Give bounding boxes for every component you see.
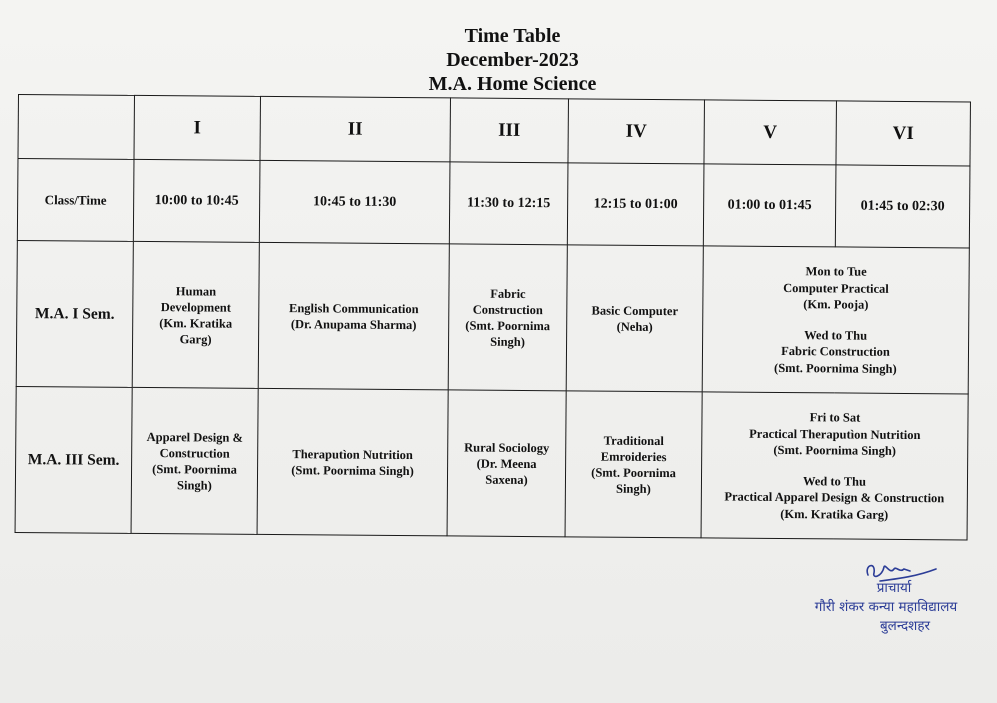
practical-cell bbox=[701, 392, 968, 540]
practical-line: Computer Practical bbox=[783, 280, 889, 296]
subject-line: (Smt. Poornima Singh) bbox=[291, 462, 414, 478]
time-slot: 12:15 to 01:00 bbox=[567, 163, 704, 246]
practical-line: Practical Theraputìon Nutrition bbox=[749, 426, 921, 442]
subject-line: Construction bbox=[472, 302, 543, 317]
subject-line: Singh) bbox=[615, 481, 651, 496]
practical-line: (Km. Kratika Garg) bbox=[780, 506, 889, 522]
practical-line: (Smt. Poornima Singh) bbox=[773, 442, 897, 458]
subject-line: Basic Computer bbox=[591, 303, 679, 318]
subject-cell bbox=[258, 242, 449, 389]
practical-line: (Smt. Poornima Singh) bbox=[774, 360, 897, 376]
college-name: गौरी शंकर कन्या महाविद्यालय bbox=[814, 599, 958, 615]
subject-line: (Dr. Meena bbox=[476, 456, 537, 471]
semester-row bbox=[15, 386, 968, 539]
subject-line: (Dr. Anupama Sharma) bbox=[290, 316, 417, 332]
subtitle-month: December-2023 bbox=[446, 49, 579, 71]
subject-cell bbox=[257, 388, 448, 535]
subject-cell bbox=[566, 245, 703, 392]
practical-line: Fabric Construction bbox=[781, 344, 890, 359]
period-header: II bbox=[260, 96, 450, 161]
period-header: VI bbox=[836, 101, 970, 166]
time-slot: 10:00 to 10:45 bbox=[133, 159, 260, 242]
subject-cell bbox=[448, 244, 567, 391]
subject-line: Construction bbox=[159, 445, 230, 461]
title: Time Table bbox=[464, 25, 561, 47]
time-slot: 11:30 to 12:15 bbox=[449, 162, 568, 245]
subject-line: Apparel Design & bbox=[146, 429, 244, 445]
time-slot: 10:45 to 11:30 bbox=[259, 160, 450, 243]
subject-line: Singh) bbox=[490, 334, 526, 349]
subject-line: Development bbox=[160, 299, 231, 315]
row-label: M.A. I Sem. bbox=[16, 240, 133, 387]
row-label: M.A. III Sem. bbox=[15, 386, 132, 533]
subject-line: Human bbox=[175, 283, 217, 299]
document-header bbox=[0, 24, 997, 96]
college-city: बुलन्दशहर bbox=[879, 618, 931, 634]
period-header: I bbox=[134, 95, 260, 160]
principal-signature-block bbox=[790, 555, 990, 636]
period-header: V bbox=[704, 100, 836, 165]
subject-line: Garg) bbox=[179, 331, 212, 347]
period-header: III bbox=[450, 98, 568, 163]
timetable bbox=[15, 94, 971, 540]
subject-line: (Smt. Poornima bbox=[465, 318, 551, 333]
practical-line: Wed to Thu bbox=[804, 327, 868, 343]
row-label: Class/Time bbox=[17, 159, 134, 242]
time-slot: 01:45 to 02:30 bbox=[835, 165, 970, 248]
subject-line: Saxena) bbox=[485, 472, 528, 487]
subtitle-course: M.A. Home Science bbox=[428, 73, 597, 95]
subject-line: Theraputìon Nutrition bbox=[292, 446, 413, 462]
practical-line: Wed to Thu bbox=[802, 473, 867, 489]
subject-line: (Neha) bbox=[616, 319, 653, 334]
practical-line: Practical Apparel Design & Construction bbox=[724, 489, 945, 506]
time-slot: 01:00 to 01:45 bbox=[703, 164, 836, 247]
subject-cell bbox=[565, 391, 702, 538]
subject-line: English Communication bbox=[288, 300, 419, 316]
subject-line: (Smt. Poornima bbox=[152, 461, 237, 477]
subject-line: (Km. Kratika bbox=[159, 315, 233, 331]
subject-line: Fabric bbox=[490, 286, 526, 301]
semester-row bbox=[16, 240, 969, 393]
practical-line: Mon to Tue bbox=[805, 264, 867, 279]
subject-cell bbox=[447, 390, 566, 537]
practical-line: (Km. Pooja) bbox=[803, 297, 869, 312]
subject-cell bbox=[131, 387, 258, 534]
subject-line: (Smt. Poornima bbox=[591, 465, 676, 480]
practical-line: Fri to Sat bbox=[809, 410, 861, 425]
time-row bbox=[17, 159, 970, 248]
practical-cell bbox=[702, 246, 969, 394]
subject-line: Rural Sociology bbox=[464, 440, 550, 455]
corner-cell bbox=[18, 95, 134, 160]
subject-line: Emroideries bbox=[600, 449, 667, 464]
subject-line: Traditional bbox=[603, 433, 664, 448]
signature-title: प्राचार्या bbox=[876, 580, 912, 596]
subject-line: Singh) bbox=[177, 477, 212, 493]
period-header-row bbox=[18, 95, 970, 166]
period-header: IV bbox=[568, 99, 704, 164]
subject-cell bbox=[132, 241, 259, 388]
